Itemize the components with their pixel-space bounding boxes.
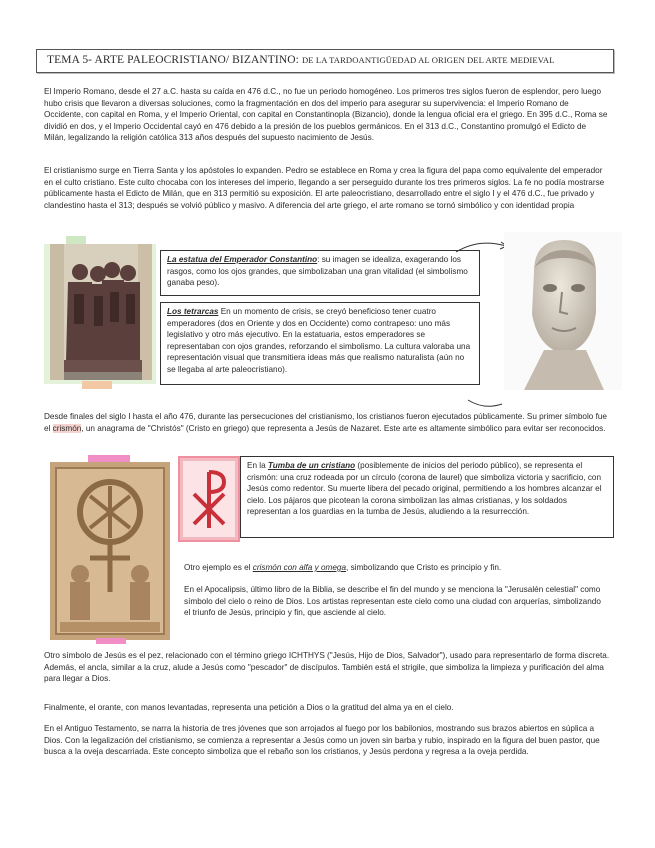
chi-rho-image — [178, 456, 240, 542]
tetrarchs-statue-icon — [50, 244, 152, 380]
constantino-text: : su imagen se idealiza, exagerando los rasgos, como los ojos grandes, que simbolizaban una gran vitalidad (el simbolismo ganaba peso). — [167, 255, 468, 288]
marker-orange-bottom — [82, 381, 112, 389]
tetrarcas-box — [160, 302, 480, 385]
intro-paragraph-2: El cristianismo surge en Tierra Santa y los apóstoles lo expanden. Pedro se establece en Roma y crea la figura del papa como equivalente del emperador en el culto cristiano. Este culto chocaba con los intereses del imperio, llegando a ser perseguido durante los tres primeros siglos. La fe no podía mostrarse públicamente hasta el Edicto de Milán, que en 313 permitió su exposición. El arte paleocristiano, desarrollado entre el siglo I y el 476 d.C., fue privado y clandestino hasta el 313; después se volvió público y masivo. A diferencia del arte griego, el arte romano se tornó simbólico y con identidad propia — [44, 166, 605, 210]
constantino-title: La estatua del Emperador Constantino — [167, 255, 318, 264]
marker-pink-top — [88, 455, 130, 462]
tetrarcas-title: Los tetrarcas — [167, 307, 219, 316]
orante-paragraph: Finalmente, el orante, con manos levantadas, representa una petición a Dios o la gratitud del alma ya en el cielo. — [44, 703, 454, 712]
marker-pink-bottom — [96, 638, 126, 644]
alfa-omega-highlight: crismón con alfa y omega — [252, 563, 347, 572]
apocalipsis-paragraph: En el Apocalipsis, último libro de la Biblia, se describe el fin del mundo y se menciona la "Jerusalén celestial" como símbolo del cielo o reino de Dios. Los artistas representan este cielo como una ciudad con arquerías, simbolizando el triunfo de Jesús, principio y fin, que asciende al cielo. — [184, 585, 601, 618]
intro-paragraph-1: El Imperio Romano, desde el 27 a.C. hasta su caída en 476 d.C., no fue un periodo homogéneo. Los primeros tres siglos fueron de esplendor, pero luego hubo crisis que llevaron a diversas soluciones, como la fragmentación en dos del imperio para asegurar su supervivencia: el Imperio Romano de Occidente, con capital en Roma, y el Imperio Oriental, con capital en Constantinopla (Bizancio), donde la lengua oficial era el griego. En 395 d.C., Roma se dividió en dos, y el Imperio Occidental cayó en 476 debido a la presión de los pueblos germánicos. En el 313 d.C., Constantino promulgó el Edicto de Milán, legalizando la religión católica 313 años después del supuesto nacimiento de Jesús. — [44, 87, 608, 143]
chi-rho-icon — [180, 458, 238, 540]
crismon-highlight: crismón — [52, 423, 82, 433]
antiguo-testamento-paragraph: En el Antiguo Testamento, se narra la historia de tres jóvenes que son arrojados al fuego por los babilonios, mostrando sus brazos abiertos en súplica a Dios. Con la legalización del cristianismo, se comienza a representar a Jesús como un joven sin barba y rubio, inspirado en la figura del buen pastor, que busca a la oveja descarriada. Este concepto simboliza que el rebaño son los cristianos, y Jesús perdona y regresa a la oveja perdida. — [44, 724, 600, 757]
arrow-from-tetrarcas-icon — [466, 398, 506, 412]
constantino-box — [160, 250, 480, 296]
tumba-text: (posiblemente de inicios del periodo público), se representa el crismón: una cruz rodeada por un círculo (corona de laurel) que simboliza victoria y sacrificio, con Jesús como redentor. Su muerte libera del pecado original, permitiendo a los hombres alcanzar el cielo. Los pájaros que picotean la corona simbolizan las almas cristianas, y los soldados representan a los guardias en la tumba de Jesús, aludiendo a la resurrección. — [247, 461, 602, 517]
persecucion-paragraph: Desde finales del siglo I hasta el año 476, durante las persecuciones del cristianismo, los cristianos fueron ejecutados públicamente. Su primer símbolo fue el crismón, un anagrama de "Christós" (Cristo en griego) que representa a Jesús de Nazaret. Este arte es altamente simbólico para evitar ser reconocidos. — [44, 412, 607, 433]
tomb-relief-photo — [50, 462, 170, 640]
pez-paragraph: Otro símbolo de Jesús es el pez, relacionado con el término griego ICHTHYS ("Jesús, Hijo de Dios, Salvador"), usado para representarlo de forma discreta. Además, el ancla, similar a la cruz, alude a Jesús como "pescador" de discípulos. También está el strigile, que simboliza la limpieza y purificación del alma para llegar a Dios. — [44, 651, 610, 684]
constantine-head-photo — [504, 232, 622, 390]
tumba-box: En la Tumba de un cristiano (posiblemente de inicios del periodo público), se representa el crismón: una cruz rodeada por un círculo (corona de laurel) que simboliza victoria y sacrificio, con Jesús como redentor. Su muerte libera del pecado original, permitiendo a los hombres alcanzar el cielo. Los pájaros que picotean la corona simbolizan las almas cristianas, y los soldados representan a los guardias en la tumba de Jesús, aludiendo a la resurrección. — [240, 456, 614, 538]
tetrarcas-text: En un momento de crisis, se creyó beneficioso tener cuatro emperadores (dos en Oriente y dos en Occidente) como contrapeso: uno más legislativo y otro más ejecutivo. En la estatuaria, estos emperadores se representaban con ojos grandes, reforzando el simbolismo. La cultura valoraba una representación visual que transmitiera ideas más que realismo naturalista (aún no se llegaba al arte paleocristiano). — [167, 307, 471, 374]
tomb-relief-icon — [50, 462, 170, 640]
title-box — [36, 49, 614, 73]
page-title: TEMA 5- ARTE PALEOCRISTIANO/ BIZANTINO: DE LA TARDOANTIGÜEDAD AL ORIGEN DEL ARTE MEDIEVAL — [47, 54, 555, 66]
alfa-omega-paragraph: Otro ejemplo es el crismón con alfa y omega, simbolizando que Cristo es principio y fin. — [184, 563, 502, 572]
tetrarchs-photo — [50, 244, 152, 380]
tumba-title: Tumba de un cristiano — [267, 461, 356, 470]
constantine-head-icon — [504, 232, 622, 390]
